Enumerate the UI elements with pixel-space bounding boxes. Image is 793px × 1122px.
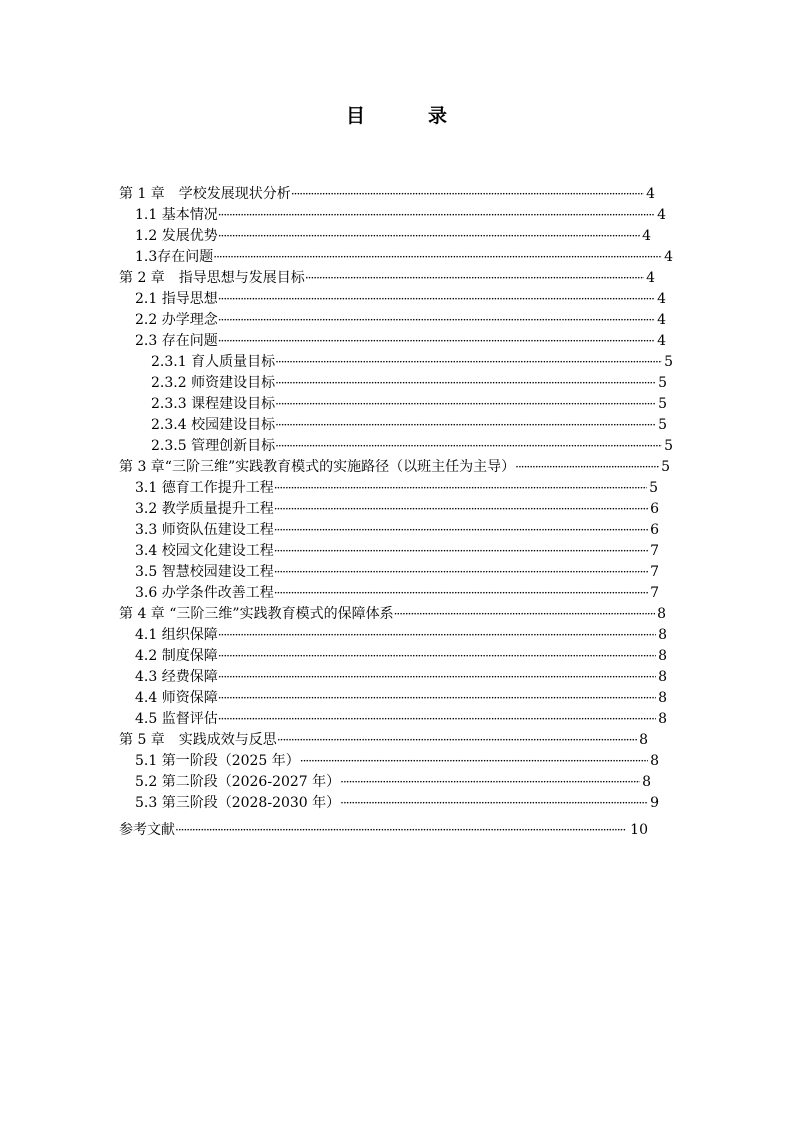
toc-entry[interactable] bbox=[119, 268, 655, 289]
toc-entry-label: 2.2 办学理念 bbox=[135, 312, 218, 328]
toc-entry[interactable] bbox=[135, 562, 659, 583]
toc-entry-label: 5.3 第三阶段（2028-2030 年） bbox=[135, 795, 341, 811]
toc-leader-dots bbox=[305, 268, 644, 289]
toc-entry[interactable] bbox=[135, 793, 659, 814]
toc-entry-page: 8 bbox=[658, 690, 667, 706]
toc-entry-label: 2.3.5 管理创新目标 bbox=[151, 438, 276, 454]
toc-entry-page: 10 bbox=[630, 822, 648, 838]
toc-entry-page: 6 bbox=[650, 522, 659, 538]
toc-entry[interactable] bbox=[135, 667, 667, 688]
toc-entry-label: 3.6 办学条件改善工程 bbox=[135, 585, 274, 601]
toc-entry-label: 4.1 组织保障 bbox=[135, 627, 218, 643]
toc-leader-dots bbox=[274, 478, 647, 499]
toc-entry-label: 3.4 校园文化建设工程 bbox=[135, 543, 274, 559]
toc-entry[interactable] bbox=[151, 436, 673, 457]
toc-entry[interactable] bbox=[135, 247, 673, 268]
toc-leader-dots bbox=[275, 436, 662, 457]
toc-leader-dots bbox=[274, 499, 648, 520]
toc-entry-page: 7 bbox=[650, 543, 659, 559]
toc-entry[interactable] bbox=[119, 820, 648, 841]
toc-entry-page: 8 bbox=[657, 606, 666, 622]
toc-entry-label: 1.3存在问题 bbox=[135, 249, 214, 265]
toc-entry[interactable] bbox=[119, 184, 655, 205]
toc-entry-page: 4 bbox=[657, 207, 666, 223]
toc-entry[interactable] bbox=[135, 289, 666, 310]
toc-leader-dots bbox=[175, 820, 628, 841]
toc-leader-dots bbox=[275, 394, 656, 415]
toc-entry-page: 9 bbox=[650, 795, 659, 811]
toc-entry[interactable] bbox=[151, 352, 673, 373]
toc-entry-label: 第 3 章“三阶三维”实践教育模式的实施路径（以班主任为主导） bbox=[119, 459, 516, 475]
toc-entry-label: 3.3 师资队伍建设工程 bbox=[135, 522, 274, 538]
toc-entry-page: 5 bbox=[649, 480, 658, 496]
toc-entry-label: 2.3 存在问题 bbox=[135, 333, 218, 349]
toc-entry-page: 8 bbox=[658, 627, 667, 643]
toc-entry-label: 第 5 章 实践成效与反思 bbox=[119, 732, 277, 748]
toc-entry-page: 4 bbox=[642, 228, 651, 244]
toc-leader-dots bbox=[340, 772, 640, 793]
toc-entry-page: 5 bbox=[661, 459, 670, 475]
toc-entry[interactable] bbox=[135, 520, 659, 541]
toc-entry-page: 7 bbox=[650, 585, 659, 601]
toc-entry[interactable] bbox=[151, 415, 667, 436]
toc-leader-dots bbox=[218, 289, 655, 310]
toc-entry-page: 8 bbox=[658, 669, 667, 685]
toc-leader-dots bbox=[274, 520, 648, 541]
toc-entry-page: 4 bbox=[664, 249, 673, 265]
toc-leader-dots bbox=[340, 793, 648, 814]
toc-entry-label: 参考文献 bbox=[119, 822, 175, 838]
toc-entry-page: 5 bbox=[658, 417, 667, 433]
toc-entry-page: 8 bbox=[658, 711, 667, 727]
toc-leader-dots bbox=[218, 226, 640, 247]
toc-entry-page: 5 bbox=[664, 438, 673, 454]
toc-entry-label: 1.1 基本情况 bbox=[135, 207, 218, 223]
toc-entry-page: 7 bbox=[650, 564, 659, 580]
toc-entry-page: 6 bbox=[650, 501, 659, 517]
toc-entry-label: 2.3.3 课程建设目标 bbox=[151, 396, 276, 412]
toc-entry-label: 3.2 教学质量提升工程 bbox=[135, 501, 274, 517]
toc-leader-dots bbox=[218, 646, 656, 667]
toc-entry-label: 2.1 指导思想 bbox=[135, 291, 218, 307]
toc-entry[interactable] bbox=[151, 373, 667, 394]
toc-entry-page: 8 bbox=[639, 732, 648, 748]
toc-entry-page: 4 bbox=[646, 270, 655, 286]
toc-leader-dots bbox=[218, 205, 655, 226]
toc-entry[interactable] bbox=[119, 730, 648, 751]
toc-entry-label: 2.3.4 校园建设目标 bbox=[151, 417, 276, 433]
toc-entry-label: 2.3.2 师资建设目标 bbox=[151, 375, 276, 391]
toc-leader-dots bbox=[218, 625, 656, 646]
toc-entry-label: 1.2 发展优势 bbox=[135, 228, 218, 244]
toc-leader-dots bbox=[274, 583, 648, 604]
toc-entry-label: 2.3.1 育人质量目标 bbox=[151, 354, 276, 370]
toc-entry[interactable] bbox=[135, 331, 666, 352]
toc-entry-page: 4 bbox=[657, 312, 666, 328]
toc-entry[interactable] bbox=[135, 583, 659, 604]
toc-entry[interactable] bbox=[135, 499, 659, 520]
toc-entry[interactable] bbox=[135, 541, 659, 562]
toc-entry-page: 8 bbox=[650, 753, 659, 769]
toc-entry-label: 第 1 章 学校发展现状分析 bbox=[119, 186, 291, 202]
toc-entry-label: 4.2 制度保障 bbox=[135, 648, 218, 664]
toc-entry[interactable] bbox=[135, 751, 659, 772]
toc-entry-label: 4.3 经费保障 bbox=[135, 669, 218, 685]
toc-entry-page: 8 bbox=[642, 774, 651, 790]
toc-leader-dots bbox=[275, 415, 656, 436]
toc-entry-label: 4.5 监督评估 bbox=[135, 711, 218, 727]
toc-entry-page: 5 bbox=[658, 396, 667, 412]
toc-leader-dots bbox=[274, 562, 648, 583]
toc-entry-label: 3.1 德育工作提升工程 bbox=[135, 480, 274, 496]
toc-leader-dots bbox=[394, 604, 656, 625]
toc-leader-dots bbox=[274, 541, 648, 562]
toc-entry[interactable] bbox=[119, 457, 670, 478]
toc-leader-dots bbox=[300, 751, 648, 772]
toc-entry[interactable] bbox=[135, 478, 658, 499]
toc-entry[interactable] bbox=[135, 688, 667, 709]
toc-title: 目 录 bbox=[345, 105, 469, 127]
toc-entry-label: 3.5 智慧校园建设工程 bbox=[135, 564, 274, 580]
toc-leader-dots bbox=[291, 184, 644, 205]
toc-leader-dots bbox=[277, 730, 637, 751]
toc-entry-page: 8 bbox=[658, 648, 667, 664]
toc-leader-dots bbox=[218, 310, 655, 331]
toc-entry-label: 第 2 章 指导思想与发展目标 bbox=[119, 270, 305, 286]
toc-entry[interactable] bbox=[119, 604, 666, 625]
toc-entry[interactable] bbox=[135, 646, 667, 667]
toc-entry-label: 5.1 第一阶段（2025 年） bbox=[135, 753, 300, 769]
toc-entry-page: 5 bbox=[658, 375, 667, 391]
toc-leader-dots bbox=[275, 352, 662, 373]
toc-entry-page: 4 bbox=[646, 186, 655, 202]
toc-leader-dots bbox=[213, 247, 662, 268]
toc-entry[interactable] bbox=[135, 205, 666, 226]
toc-entry-page: 4 bbox=[657, 291, 666, 307]
toc-entry[interactable] bbox=[135, 625, 667, 646]
toc-leader-dots bbox=[515, 457, 659, 478]
toc-entry-label: 5.2 第二阶段（2026-2027 年） bbox=[135, 774, 341, 790]
toc-leader-dots bbox=[218, 331, 655, 352]
toc-leader-dots bbox=[218, 709, 656, 730]
toc-entry[interactable] bbox=[151, 394, 667, 415]
toc-entry-page: 5 bbox=[664, 354, 673, 370]
toc-leader-dots bbox=[275, 373, 656, 394]
toc-entry[interactable] bbox=[135, 772, 651, 793]
toc-entry-label: 第 4 章 “三阶三维”实践教育模式的保障体系 bbox=[119, 606, 394, 622]
toc-entry-label: 4.4 师资保障 bbox=[135, 690, 218, 706]
toc-entry[interactable] bbox=[135, 709, 667, 730]
toc-entry[interactable] bbox=[135, 310, 666, 331]
toc-leader-dots bbox=[218, 667, 656, 688]
toc-entry-page: 4 bbox=[657, 333, 666, 349]
toc-leader-dots bbox=[218, 688, 656, 709]
toc-entry[interactable] bbox=[135, 226, 651, 247]
